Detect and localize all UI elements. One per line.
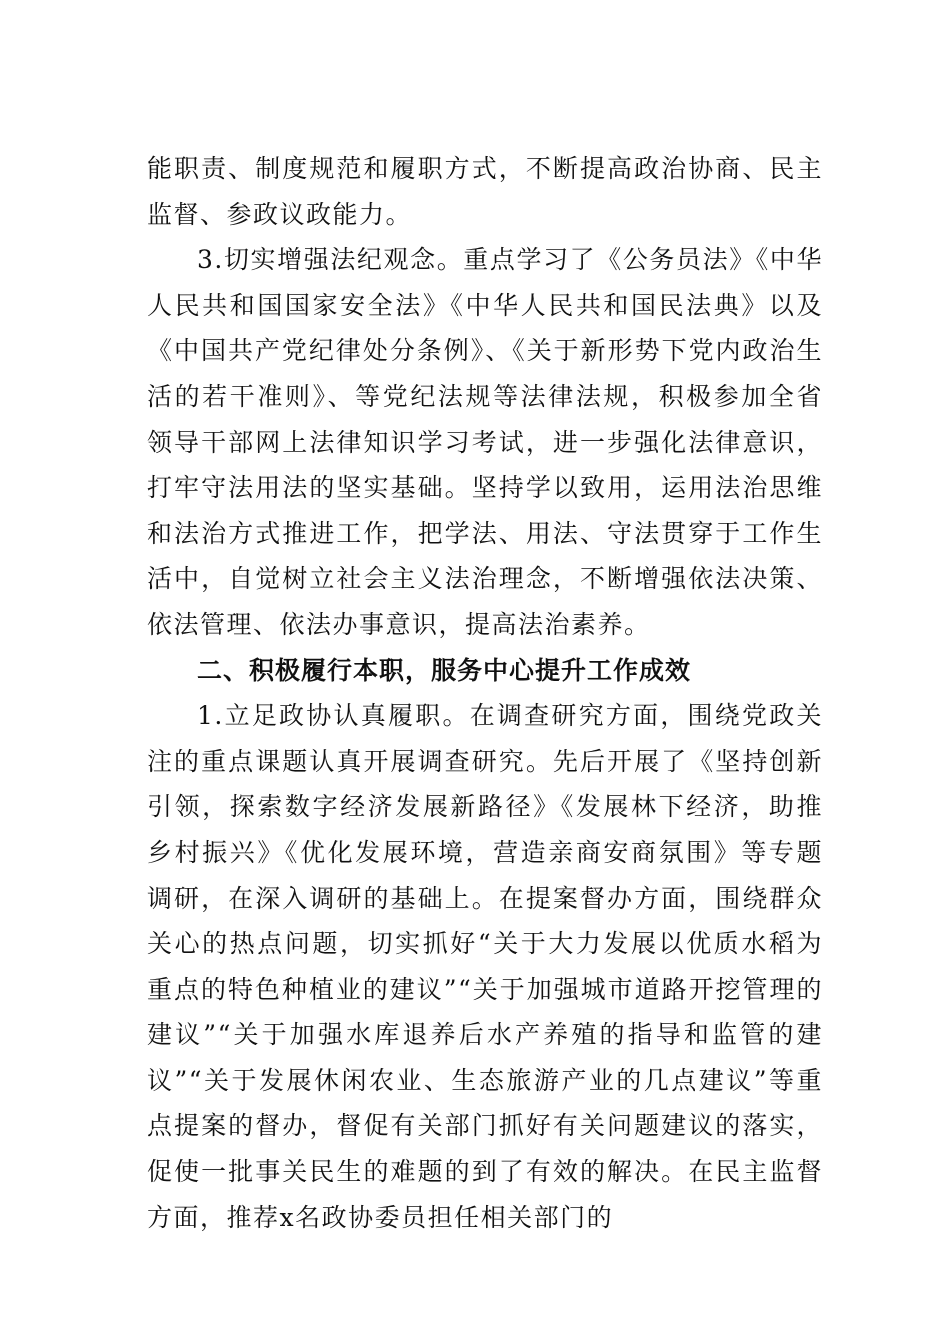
document-page xyxy=(147,146,823,1240)
section-heading: 二、积极履行本职，服务中心提升工作成效 xyxy=(197,655,692,685)
paragraph-cppcc-duties: 1.立足政协认真履职。在调查研究方面，围绕党政关注的重点课题认真开展调查研究。先后开展了《坚持创新引领，探索数字经济发展新路径》《发展林下经济，助推乡村振兴》《优化发展环境，营造亲商安商氛围》等专题调研，在深入调研的基础上。在提案督办方面，围绕群众关心的热点问题，切实抓好“关于大力发展以优质水稻为重点的特色种植业的建议”“关于加强城市道路开挖管理的建议”“关于加强水库退养后水产养殖的指导和监管的建议”“关于发展休闲农业、生态旅游产业的几点建议”等重点提案的督办，督促有关部门抓好有关问题建议的落实，促使一批事关民生的难题的到了有效的解决。在民主监督方面，推荐x名政协委员担任相关部门的 xyxy=(147,701,823,1232)
paragraph-legal-awareness: 3.切实增强法纪观念。重点学习了《公务员法》《中华人民共和国国家安全法》《中华人民共和国民法典》以及《中国共产党纪律处分条例》、《关于新形势下党内政治生活的若干准则》、等党纪法规等法律法规，积极参加全省领导干部网上法律知识学习考试，进一步强化法律意识，打牢守法用法的坚实基础。坚持学以致用，运用法治思维和法治方式推进工作，把学法、用法、守法贯穿于工作生活中，自觉树立社会主义法治理念，不断增强依法决策、依法管理、依法办事意识，提高法治素养。 xyxy=(147,245,823,639)
paragraph-continuation: 能职责、制度规范和履职方式，不断提高政治协商、民主监督、参政议政能力。 xyxy=(147,154,823,229)
